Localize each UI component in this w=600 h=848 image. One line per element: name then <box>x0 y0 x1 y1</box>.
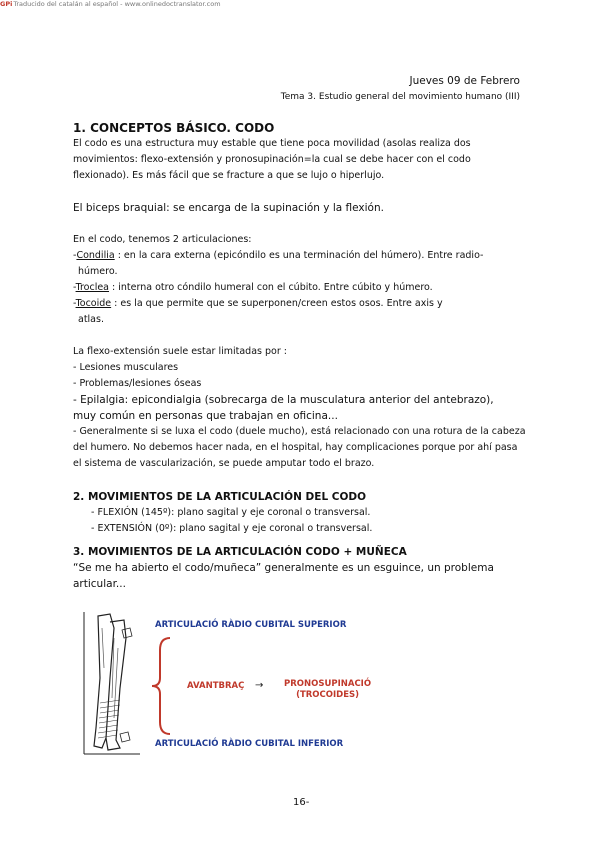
articulation-term: Condilia <box>76 250 115 261</box>
document-body <box>73 120 533 592</box>
translator-banner <box>0 0 221 9</box>
articulations-intro: En el codo, tenemos 2 articulaciones: <box>73 234 252 245</box>
articulation-desc-cont: atlas. <box>78 314 104 325</box>
articulation-desc-cont: húmero. <box>78 266 118 277</box>
articulation-item: -Tocoide : es la que permite que se superponen/creen estos osos. Entre axis y <box>73 298 443 309</box>
movement-item: - FLEXIÓN (145º): plano sagital y eje coronal o transversal. <box>91 507 371 518</box>
header-topic: Tema 3. Estudio general del movimiento humano (III) <box>280 92 520 102</box>
limit-item: - Lesiones musculares <box>73 362 179 373</box>
translator-banner-text: Traducido del catalán al español - www.onlinedoctranslator.com <box>13 0 221 8</box>
header-date: Jueves 09 de Febrero <box>409 75 520 87</box>
section-3-text: articular... <box>73 578 126 590</box>
figure-right-label-2: (TROCOIDES) <box>296 690 360 700</box>
section-1-intro-line: El codo es una estructura muy estable que tiene poca movilidad (asolas realiza dos <box>73 138 471 149</box>
figure-right-label-1: PRONOSUPINACIÓ <box>284 679 372 689</box>
limit-item-cont: del humero. No debemos hacer nada, en el hospital, hay complicaciones porque por ahí pasa <box>73 442 518 453</box>
articulation-desc: : en la cara externa (epicóndilo es una terminación del húmero). Entre radio- <box>114 250 484 261</box>
articulation-desc: : interna otro cóndilo humeral con el cúbito. Entre cúbito y húmero. <box>109 282 433 293</box>
translator-logo: GPi <box>0 0 13 8</box>
limit-item-cont: el sistema de vascularización, se puede amputar todo el brazo. <box>73 458 375 469</box>
section-1-intro-line: flexionado). Es más fácil que se fracture a que se lujo o hiperlujo. <box>73 170 385 181</box>
figure-right-label <box>284 679 371 701</box>
right-arrow-icon: → <box>255 680 264 691</box>
page-number: 16- <box>293 797 310 808</box>
figure-middle-label: AVANTBRAÇ <box>187 681 245 691</box>
figure-top-label: ARTICULACIÓ RÀDIO CUBITAL SUPERIOR <box>155 620 347 630</box>
articulation-item: -Condilia : en la cara externa (epicóndilo es una terminación del húmero). Entre radio- <box>73 250 484 261</box>
figure-bottom-label: ARTICULACIÓ RÀDIO CUBITAL INFERIOR <box>155 739 344 749</box>
section-3-text: “Se me ha abierto el codo/muñeca” generalmente es un esguince, un problema <box>73 562 494 574</box>
movement-item: - EXTENSIÓN (0º): plano sagital y eje coronal o transversal. <box>91 523 373 534</box>
articulation-item: -Troclea : interna otro cóndilo humeral con el cúbito. Entre cúbito y húmero. <box>73 282 433 293</box>
biceps-note: El biceps braquial: se encarga de la supinación y la flexión. <box>73 202 384 214</box>
section-1-intro-line: movimientos: flexo-extensión y pronosupinación=la cual se debe hacer con el codo <box>73 154 471 165</box>
section-3-title: 3. MOVIMIENTOS DE LA ARTICULACIÓN CODO + MUÑECA <box>73 546 407 558</box>
limit-item-cont: muy común en personas que trabajan en oficina... <box>73 410 338 422</box>
section-2-title: 2. MOVIMIENTOS DE LA ARTICULACIÓN DEL CODO <box>73 491 367 503</box>
limit-item: - Problemas/lesiones óseas <box>73 378 202 389</box>
forearm-figure <box>80 608 380 758</box>
articulation-term: Tocoide <box>75 298 112 309</box>
limits-intro: La flexo-extensión suele estar limitadas por : <box>73 346 287 357</box>
limit-item: - Generalmente si se luxa el codo (duele mucho), está relacionado con una rotura de la cabeza <box>73 426 526 437</box>
articulation-desc: : es la que permite que se superponen/creen estos osos. Entre axis y <box>111 298 443 309</box>
limit-item: - Epilalgia: epicondialgia (sobrecarga de la musculatura anterior del antebrazo), <box>73 394 494 406</box>
articulation-term: Troclea <box>75 282 110 293</box>
section-1-title: 1. CONCEPTOS BÁSICO. CODO <box>73 121 275 135</box>
